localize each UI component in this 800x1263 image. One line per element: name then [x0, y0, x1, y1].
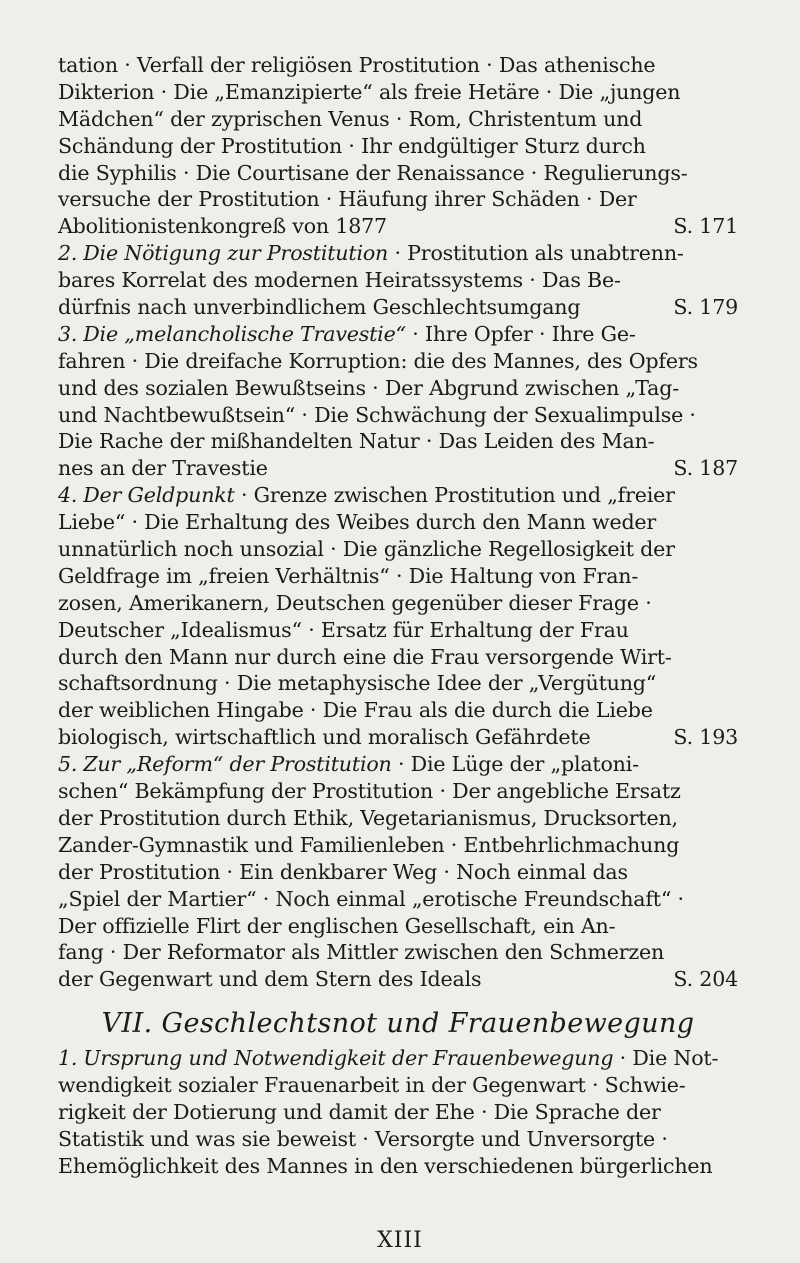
- toc-text: wendigkeit sozialer Frauenarbeit in der Gegenwart · Schwie-: [58, 1073, 686, 1098]
- toc-line: [58, 939, 738, 966]
- toc-line: [58, 966, 738, 993]
- toc-text: Der offizielle Flirt der englischen Gesellschaft, ein An-: [58, 913, 616, 938]
- toc-line: [58, 617, 738, 644]
- toc-text: der weiblichen Hingabe · Die Frau als die durch die Liebe: [58, 698, 653, 723]
- chapter-heading: VII. Geschlechtsnot und Frauenbewegung: [101, 1008, 695, 1040]
- toc-line: [58, 1126, 738, 1153]
- toc-page: [58, 52, 738, 1180]
- toc-text: Deutscher „Idealismus“ · Ersatz für Erhaltung der Frau: [58, 617, 629, 642]
- toc-text: der Gegenwart und dem Stern des Ideals: [58, 967, 482, 992]
- toc-text: unnatürlich noch unsozial · Die gänzliche Regellosigkeit der: [58, 537, 675, 562]
- toc-text: nes an der Travestie: [58, 456, 268, 481]
- toc-line: [58, 913, 738, 940]
- toc-line: [58, 509, 738, 536]
- entry-title: Ursprung und Notwendigkeit der Frauenbewegung: [83, 1046, 614, 1071]
- toc-text: Die Rache der mißhandelten Natur · Das Leiden des Man-: [58, 429, 655, 454]
- toc-text: fahren · Die dreifache Korruption: die des Mannes, des Opfers: [58, 348, 698, 373]
- toc-line: [58, 644, 738, 671]
- page-reference: S. 171: [673, 214, 738, 239]
- toc-text: tation · Verfall der religiösen Prostitution · Das athenische: [58, 53, 656, 77]
- toc-line: [58, 724, 738, 751]
- toc-line: [58, 859, 738, 886]
- entry-number: 1.: [58, 1046, 78, 1071]
- toc-text: Abolitionistenkongreß von 1877: [58, 214, 387, 239]
- toc-entry-heading: [58, 482, 738, 509]
- toc-text: zosen, Amerikanern, Deutschen gegenüber dieser Frage ·: [58, 590, 652, 615]
- toc-line: [58, 375, 738, 402]
- toc-text: dürfnis nach unverbindlichem Geschlechtsumgang: [58, 295, 581, 320]
- toc-entry-heading: [58, 321, 738, 348]
- toc-text: und Nachtbewußtsein“ · Die Schwächung der Sexualimpulse ·: [58, 402, 696, 427]
- toc-line: [58, 886, 738, 913]
- toc-text: Dikterion · Die „Emanzipierte“ als freie Hetäre · Die „jungen: [58, 79, 681, 104]
- toc-line: [58, 186, 738, 213]
- toc-line: [58, 1099, 738, 1126]
- toc-text: · Die Lüge der „platoni-: [391, 752, 639, 777]
- toc-line: [58, 402, 738, 429]
- toc-text: · Ihre Opfer · Ihre Ge-: [405, 321, 636, 346]
- toc-text: biologisch, wirtschaftlich und moralisch Gefährdete: [58, 725, 591, 750]
- toc-text: Ehemöglichkeit des Mannes in den verschiedenen bürgerlichen: [58, 1153, 713, 1178]
- toc-line: [58, 133, 738, 160]
- entry-number: 5.: [58, 752, 78, 777]
- toc-line: [58, 267, 738, 294]
- toc-line: [58, 1072, 738, 1099]
- page-reference: S. 193: [673, 725, 738, 750]
- toc-text: Schändung der Prostitution · Ihr endgültiger Sturz durch: [58, 133, 646, 158]
- toc-line: [58, 160, 738, 187]
- toc-text: und des sozialen Bewußtseins · Der Abgrund zwischen „Tag-: [58, 375, 680, 400]
- page-reference: S. 179: [673, 295, 738, 320]
- toc-text: „Spiel der Martier“ · Noch einmal „erotische Freundschaft“ ·: [58, 886, 684, 911]
- toc-line: [58, 294, 738, 321]
- toc-text: rigkeit der Dotierung und damit der Ehe · Die Sprache der: [58, 1099, 661, 1124]
- toc-text: Geldfrage im „freien Verhältnis“ · Die Haltung von Fran-: [58, 563, 639, 588]
- toc-line: [58, 79, 738, 106]
- toc-text: · Grenze zwischen Prostitution und „freier: [234, 483, 675, 508]
- page-reference: S. 187: [673, 456, 738, 481]
- toc-text: Mädchen“ der zyprischen Venus · Rom, Christentum und: [58, 106, 643, 131]
- entry-title: Die „melancholische Travestie“: [83, 321, 406, 346]
- entry-number: 4.: [58, 483, 78, 508]
- toc-text: · Die Not-: [613, 1046, 719, 1071]
- toc-line: [58, 832, 738, 859]
- toc-entry-heading: [58, 1045, 738, 1072]
- entry-title: Die Nötigung zur Prostitution: [83, 241, 389, 266]
- toc-line: [58, 1153, 738, 1180]
- entry-title: Zur „Reform“ der Prostitution: [83, 752, 392, 777]
- page-reference: S. 204: [673, 967, 738, 992]
- toc-line: [58, 563, 738, 590]
- toc-line: [58, 697, 738, 724]
- toc-entry-heading: [58, 240, 738, 267]
- toc-line: [58, 805, 738, 832]
- toc-line: [58, 106, 738, 133]
- toc-text: durch den Mann nur durch eine die Frau versorgende Wirt-: [58, 644, 672, 669]
- toc-text: · Prostitution als unabtrenn-: [388, 241, 684, 266]
- toc-text: der Prostitution durch Ethik, Vegetarianismus, Drucksorten,: [58, 805, 678, 830]
- toc-text: Liebe“ · Die Erhaltung des Weibes durch den Mann weder: [58, 510, 657, 535]
- toc-text: Zander-Gymnastik und Familienleben · Entbehrlichmachung: [58, 832, 680, 857]
- toc-line: [58, 455, 738, 482]
- entry-title: Der Geldpunkt: [83, 483, 235, 508]
- toc-text: schaftsordnung · Die metaphysische Idee der „Vergütung“: [58, 671, 657, 696]
- toc-line: [58, 52, 738, 79]
- toc-line: [58, 536, 738, 563]
- toc-line: [58, 670, 738, 697]
- toc-line: [58, 778, 738, 805]
- toc-line: [58, 428, 738, 455]
- toc-line: [58, 590, 738, 617]
- toc-entry-heading: [58, 751, 738, 778]
- toc-text: bares Korrelat des modernen Heiratssystems · Das Be-: [58, 268, 621, 293]
- toc-text: fang · Der Reformator als Mittler zwischen den Schmerzen: [58, 940, 665, 965]
- toc-text: die Syphilis · Die Courtisane der Renaissance · Regulierungs-: [58, 160, 688, 185]
- toc-text: versuche der Prostitution · Häufung ihrer Schäden · Der: [58, 187, 637, 212]
- entry-number: 2.: [58, 241, 78, 266]
- page-number: XIII: [377, 1228, 423, 1253]
- toc-line: [58, 213, 738, 240]
- toc-text: der Prostitution · Ein denkbarer Weg · Noch einmal das: [58, 859, 628, 884]
- toc-text: Statistik und was sie beweist · Versorgte und Unversorgte ·: [58, 1126, 668, 1151]
- toc-text: schen“ Bekämpfung der Prostitution · Der angebliche Ersatz: [58, 779, 681, 804]
- toc-line: [58, 348, 738, 375]
- entry-number: 3.: [58, 321, 78, 346]
